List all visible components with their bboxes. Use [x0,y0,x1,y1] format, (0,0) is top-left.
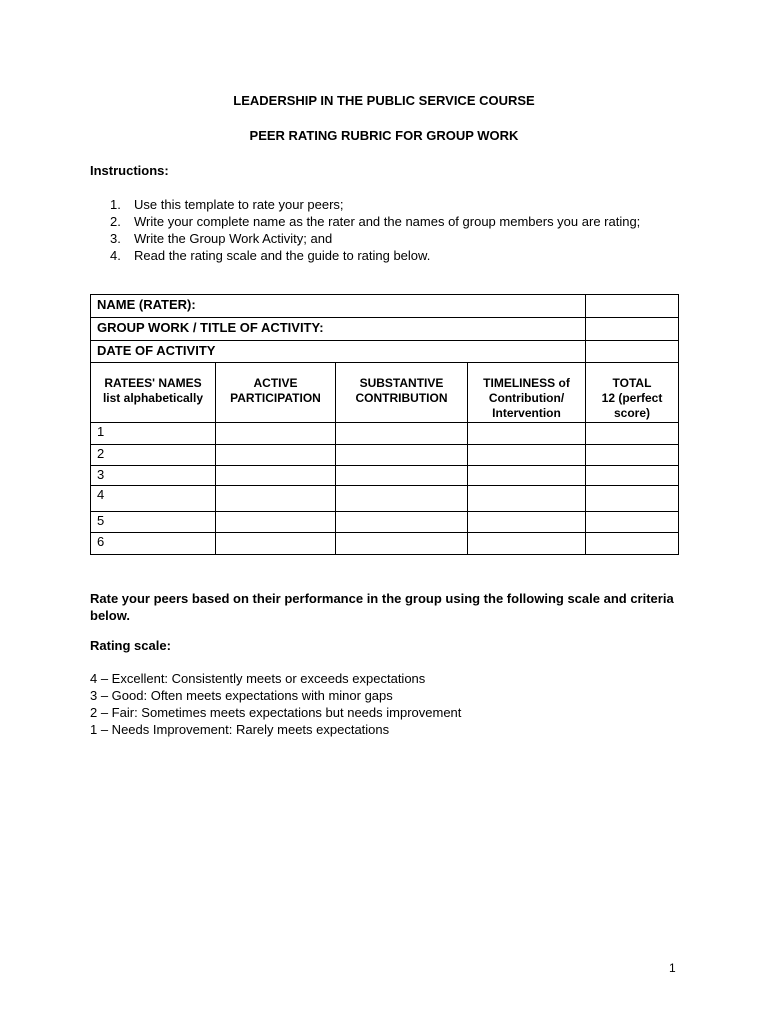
table-row [91,445,679,466]
column-header-total: TOTAL 12 (perfect score) [586,363,679,423]
timeliness-cell[interactable] [468,533,586,555]
table-row [91,466,679,486]
total-cell[interactable] [586,423,679,445]
total-cell[interactable] [586,486,679,512]
table-row [91,486,679,512]
ratee-number[interactable]: 1 [91,423,216,445]
table-row [91,512,679,533]
table-row [91,533,679,555]
date-extra-cell[interactable] [586,341,679,363]
substantive-contribution-cell[interactable] [336,486,468,512]
instructions-list [90,196,754,264]
substantive-contribution-cell[interactable] [336,445,468,466]
instruction-item: 2. Write your complete name as the rater and the names of group members you are rating; [110,214,641,229]
document-title: LEADERSHIP IN THE PUBLIC SERVICE COURSE [233,93,535,108]
active-participation-cell[interactable] [216,466,336,486]
total-cell[interactable] [586,466,679,486]
table-row [91,423,679,445]
instruction-item: 3. Write the Group Work Activity; and [110,231,333,246]
substantive-contribution-cell[interactable] [336,423,468,445]
page-number: 1 [669,961,676,975]
instructions-heading: Instructions: [90,163,169,178]
ratee-number[interactable]: 6 [91,533,216,555]
activity-row [91,318,679,341]
active-participation-cell[interactable] [216,445,336,466]
document-subtitle: PEER RATING RUBRIC FOR GROUP WORK [249,128,519,143]
instruction-item: 1. Use this template to rate your peers; [110,197,344,212]
ratee-number[interactable]: 3 [91,466,216,486]
activity-title-field[interactable]: GROUP WORK / TITLE OF ACTIVITY: [91,318,586,341]
active-participation-cell[interactable] [216,533,336,555]
total-cell[interactable] [586,533,679,555]
total-cell[interactable] [586,445,679,466]
substantive-contribution-cell[interactable] [336,512,468,533]
active-participation-cell[interactable] [216,423,336,445]
rater-row [91,295,679,318]
timeliness-cell[interactable] [468,512,586,533]
activity-extra-cell[interactable] [586,318,679,341]
substantive-contribution-cell[interactable] [336,533,468,555]
timeliness-cell[interactable] [468,423,586,445]
instruction-item: 4. Read the rating scale and the guide to rating below. [110,248,431,263]
column-header-substantive-contribution: SUBSTANTIVE CONTRIBUTION [336,363,468,423]
rating-scale-item: 1 – Needs Improvement: Rarely meets expectations [90,722,390,737]
date-row [91,341,679,363]
ratee-number[interactable]: 2 [91,445,216,466]
rating-scale-item: 2 – Fair: Sometimes meets expectations but needs improvement [90,705,462,720]
ratee-number[interactable]: 5 [91,512,216,533]
rater-extra-cell[interactable] [586,295,679,318]
rating-scale-item: 4 – Excellent: Consistently meets or exceeds expectations [90,671,426,686]
timeliness-cell[interactable] [468,486,586,512]
timeliness-cell[interactable] [468,445,586,466]
active-participation-cell[interactable] [216,512,336,533]
timeliness-cell[interactable] [468,466,586,486]
rating-intro-text: Rate your peers based on their performance in the group using the following scale and criteria below. [90,591,674,623]
rating-scale-item: 3 – Good: Often meets expectations with minor gaps [90,688,393,703]
rating-scale-list [90,670,461,738]
column-header-timeliness: TIMELINESS of Contribution/ Intervention [468,363,586,423]
substantive-contribution-cell[interactable] [336,466,468,486]
total-cell[interactable] [586,512,679,533]
rating-scale-heading: Rating scale: [90,638,171,653]
peer-rating-table [90,294,679,555]
column-header-ratees: RATEES' NAMES list alphabetically [91,363,216,423]
active-participation-cell[interactable] [216,486,336,512]
column-header-active-participation: ACTIVE PARTICIPATION [216,363,336,423]
activity-date-field[interactable]: DATE OF ACTIVITY [91,341,586,363]
rater-name-field[interactable]: NAME (RATER): [91,295,586,318]
ratee-number[interactable]: 4 [91,486,216,512]
column-header-row [91,363,679,423]
